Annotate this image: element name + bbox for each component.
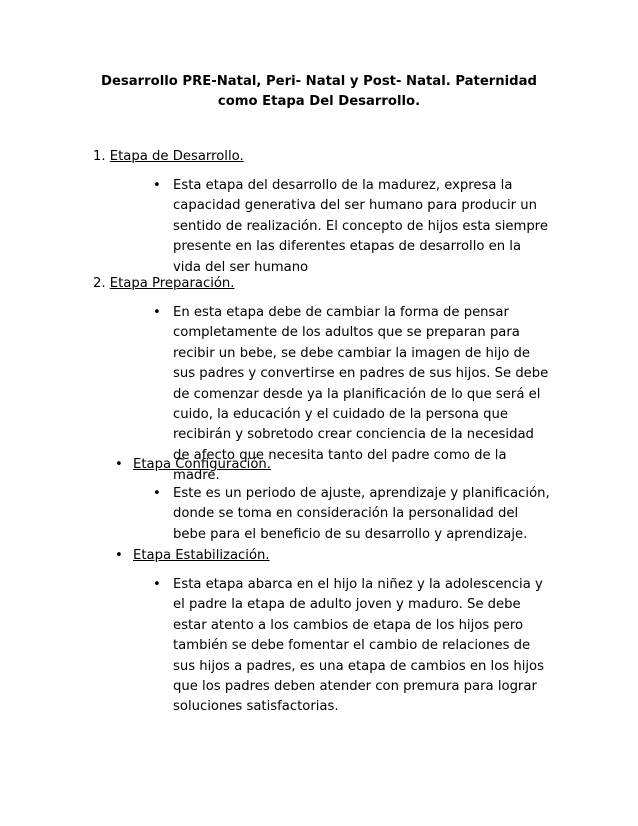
bullet-icon: • (153, 486, 161, 501)
document-title (94, 72, 544, 112)
bullet-icon: • (153, 305, 161, 320)
bullet-icon: • (115, 548, 123, 563)
section-number: 2. (93, 276, 106, 291)
section-heading-1 (93, 147, 244, 167)
section-heading-link[interactable]: Etapa Configuración. (133, 457, 271, 472)
section-paragraph-2: En esta etapa debe de cambiar la forma de pensar completamente de los adultos que se preparan para recibir un bebe, se debe cambiar la imagen de hijo de sus padres y convertirse en padres de sus hijos. Se debe de comenzar desde ya la planificación de lo que será el cuido, la educación y el cuidado de la persona que recibirán y sobretodo crear conciencia de la necesidad de afecto que necesita tanto del padre como de la madre. (173, 305, 549, 484)
bullet-icon: • (153, 178, 161, 193)
section-paragraph-1: Esta etapa del desarrollo de la madurez, expresa la capacidad generativa del ser humano para producir un sentido de realización. El concepto de hijos esta siempre presente en las diferentes etapas de desarrollo en la vida del ser humano (173, 178, 548, 275)
title-line-2: como Etapa Del Desarrollo. (217, 94, 421, 109)
section-heading-link[interactable]: Etapa de Desarrollo. (109, 149, 244, 164)
section-number: 1. (93, 149, 106, 164)
section-heading-link[interactable]: Etapa Preparación. (109, 276, 235, 291)
bullet-icon: • (115, 457, 123, 472)
bullet-icon: • (153, 577, 161, 592)
section-paragraph-4: Esta etapa abarca en el hijo la niñez y la adolescencia y el padre la etapa de adulto joven y maduro. Se debe estar atento a los cambios de etapa de los hijos pero también se debe fomentar el cambio de relaciones de sus hijos a padres, es una etapa de cambios en los hijos que los padres deben atender con premura para lograr soluciones satisfactorias. (173, 577, 544, 715)
section-heading-link[interactable]: Etapa Estabilización. (133, 548, 270, 563)
section-paragraph-3: Este es un periodo de ajuste, aprendizaje y planificación, donde se toma en consideración la personalidad del bebe para el beneficio de su desarrollo y aprendizaje. (173, 486, 550, 542)
title-line-1: Desarrollo PRE-Natal, Peri- Natal y Post- Natal. Paternidad (101, 74, 537, 89)
section-heading-2 (93, 274, 234, 294)
